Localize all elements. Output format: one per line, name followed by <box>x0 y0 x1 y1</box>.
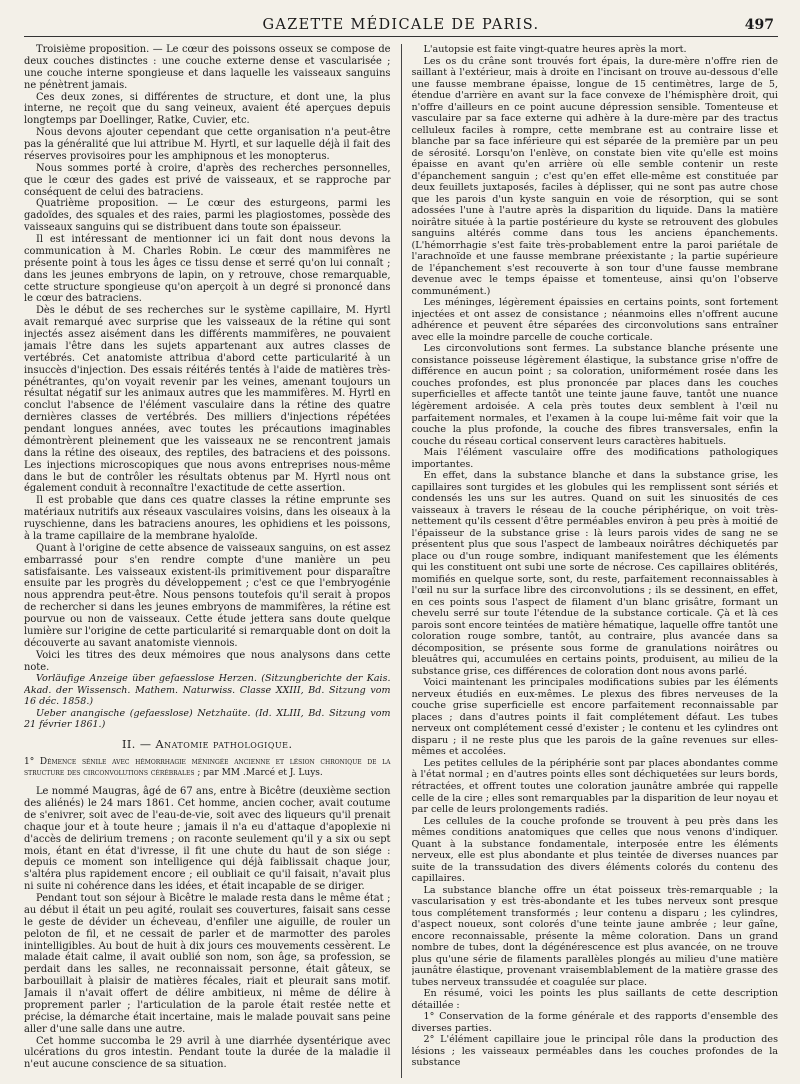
body-paragraph: Quatrième proposition. — Le cœur des esturgeons, parmi les gadoïdes, des squales et des raies, parmi les plagiostomes, possède des vaisseaux sanguins qui se distribuent dans toute son épaisseur. <box>24 198 391 234</box>
body-paragraph: Troisième proposition. — Le cœur des poissons osseux se compose de deux couches distinctes : une couche externe dense et vascularisée ; une couche interne spongieuse et dans laquelle les vaisseaux sanguins ne pénètrent jamais. <box>24 44 391 91</box>
right-column <box>412 44 779 1078</box>
body-paragraph: Les os du crâne sont trouvés fort épais, la dure-mère n'offre rien de saillant à l'extérieur, mais à droite en l'incisant on trouve au-dessous d'elle une fausse membrane épaisse, longue de 15 centimètres, large de 5, étendue d'arrière en avant sur la face convexe de l'hémisphère droit, qui n'offre d'ailleurs en ce point aucune dépression sensible. Tomenteuse et vasculaire par sa face externe qui adhère à la dure-mère par des tractus celluleux faciles à rompre, cette membrane est au contraire lisse et blanche par sa face inférieure qui est séparée de la première par un peu de sérosité. Lorsqu'on l'enlève, on constate bien vite qu'elle est moins épaisse en avant qu'en arrière où elle semble contenir un reste d'épanchement sanguin ; c'est qu'en effet elle-même est constituée par deux feuillets juxtaposés, faciles à déplisser, qui ne sont pas autre chose que les parois d'un kyste sanguin en voie de résorption, qui se sont adossées l'une à l'autre après la disparition du liquide. Dans la matière noirâtre située à la partie postérieure du kyste se retrouvent des globules sanguins altérés comme dans tous les anciens épanchements. (L'hémorrhagie s'est faite très-probablement entre la paroi pariétale de l'arachnoïde et une fausse membrane préexistante ; la partie supérieure de l'épanchement s'est recouverte à son tour d'une fausse membrane devenue avec le temps épaisse et tomenteuse, ainsi qu'on l'observe communément.) <box>411 55 778 297</box>
section-title: II. — Anatomie pathologique. <box>121 737 293 751</box>
body-paragraph: En effet, dans la substance blanche et dans la substance grise, les capillaires sont turgides et les globules qui les remplissent sont sériés et condensés les uns sur les autres. Quand on suit les sinuosités de ces vaisseaux à travers le réseau de la couche périphérique, on voit très-nettement qu'ils cessent d'être perméables environ à peu près à moitié de l'épaisseur de la substance grise : là leurs parois vides de sang ne se présentent plus que sous l'aspect de lambeaux noirâtres déchiquetés par place ou d'un rouge sombre, indiquant manifestement que les éléments qui les constituent ont subi une sorte de nécrose. Ces capillaires oblitérés, momifiés en quelque sorte, sont, du reste, parfaitement reconnaissables à l'œil nu sur la surface libre des circonvolutions ; ils se dessinent, en effet, en ces points sous l'aspect de filament d'un blanc grisâtre, formant un chevelu serré sur toute l'étendue de la substance corticale. Çà et là ces parois sont encore teintées de matière hématique, laquelle offre tantôt une coloration rouge sombre, tantôt, au contraire, plus avancée dans sa décomposition, se présente sous forme de granulations noirâtres ou bleuâtres qui, accumulées en certains points, produisent, au milieu de la substance grise, ces différences de coloration dont nous avons parlé. <box>411 470 778 677</box>
article-authors: par MM .Marcé et J. Luys. <box>200 767 323 778</box>
body-paragraph: Voici maintenant les principales modifications subies par les éléments nerveux étudiés en eux-mêmes. Le plexus des fibres nerveuses de la couche grise superficielle est encore parfaitement reconnaissable par places ; dans d'autres points il fait complétement défaut. Les tubes nerveux ont complétement cessé d'exister ; le contenu et les cylindres ont disparu ; il ne reste plus que les parois de la gaîne revenues sur elles-mêmes et accolées. <box>411 677 778 758</box>
body-paragraph: L'autopsie est faite vingt-quatre heures après la mort. <box>423 44 687 55</box>
body-paragraph: Les cellules de la couche profonde se trouvent à peu près dans les mêmes conditions anatomiques que celles que nous venons d'indiquer. Quant à la substance fondamentale, interposée entre les éléments nerveux, elle est plus abondante et plus teintée de diverses nuances par suite de la transsudation des divers éléments colorés du contenu des capillaires. <box>411 815 778 885</box>
article-heading-text: 1° Démence sénile avec hémorrhagie méningée ancienne et lésion chronique de la structure des circonvolutions cérébrales ; <box>24 756 391 778</box>
body-paragraph: 2° L'élément capillaire joue le principal rôle dans la production des lésions ; les vaisseaux perméables dans les couches profondes de la substance <box>411 1034 778 1069</box>
body-paragraph: 1° Conservation de la forme générale et des rapports d'ensemble des diverses parties. <box>411 1011 778 1034</box>
body-paragraph: Mais l'élément vasculaire offre des modifications pathologiques importantes. <box>411 447 778 470</box>
body-paragraph: Les méninges, légèrement épaissies en certains points, sont fortement injectées et ont assez de consistance ; néanmoins elles n'offrent aucune adhérence et peuvent être séparées des circonvolutions sans entraîner avec elle la moindre parcelle de couche corticale. <box>411 297 778 343</box>
left-column <box>24 44 391 1078</box>
text-columns <box>24 44 778 1078</box>
page-header <box>24 12 778 37</box>
body-paragraph: Les circonvolutions sont fermes. La substance blanche présente une consistance poisseuse légèrement élastique, la substance grise n'offre de différence en aucun point ; sa coloration, uniformément rosée dans les couches profondes, est plus prononcée par places dans les couches superficielles et affecte tantôt une teinte jaune fauve, tantôt une nuance légèrement ardoisée. A cela près toutes deux semblent à l'œil nu parfaitement normales, et l'examen à la coupe lui-même fait voir que la couche la plus profonde, la couche des fibres transversales, enfin la couche du réseau cortical conservent leurs caractères habituels. <box>411 343 778 447</box>
body-paragraph: Il est probable que dans ces quatre classes la rétine emprunte ses matériaux nutritifs aux réseaux vasculaires voisins, dans les oiseaux à la ruyschienne, dans les batraciens anoures, les ophidiens et les poissons, à la trame capillaire de la membrane hyaloïde. <box>24 495 391 542</box>
body-paragraph: En résumé, voici les points les plus saillants de cette description détaillée : <box>411 988 778 1011</box>
body-paragraph: Dès le début de ses recherches sur le système capillaire, M. Hyrtl avait remarqué avec surprise que les vaisseaux de la rétine qui sont injectés assez aisément dans les différents mammifères, ne pouvaient jamais l'être dans les sujets appartenant aux autres classes de vertébrés. Cet anatomiste attribua d'abord cette particularité à un insuccès d'injection. Des essais réitérés tentés à l'aide de matières très-pénétrantes, qu'on voyait revenir par les veines, amenant toujours un résultat négatif sur les animaux autres que les mammifères. M. Hyrtl en conclut l'absence de l'élément vasculaire dans la rétine des quatre dernières classes de vertébrés. Des milliers d'injections répétées pendant longues années, avec toutes les précautions imaginables démontrèrent pleinement que les vaisseaux ne se rencontrent jamais dans la rétine des oiseaux, des reptiles, des batraciens et des poissons. Les injections microscopiques que nous avons entreprises nous-même dans le but de contrôler les résultats obtenus par M. Hyrtl nous ont également conduit à reconnaître l'exactitude de cette assertion. <box>24 305 391 495</box>
body-paragraph: Quant à l'origine de cette absence de vaisseaux sanguins, on est assez embarrassé pour s'en rendre compte d'une manière un peu satisfaisante. Les vaisseaux existent-ils primitivement pour disparaître ensuite par les progrès du développement ; c'est ce que l'embryogénie nous apprendra peut-être. Nous pensons toutefois qu'il serait à propos de rechercher si dans les jeunes embryons de mammifères, la rétine est pourvue ou non de vaisseaux. Cette étude jettera sans doute quelque lumière sur l'origine de cette particularité si remarquable dont on doit la découverte au savant anatomiste viennois. <box>24 542 391 649</box>
body-paragraph: Cet homme succomba le 29 avril à une diarrhée dysentérique avec ulcérations du gros intestin. Pendant toute la durée de la maladie il n'eut aucune conscience de sa situation. <box>24 1035 391 1071</box>
reference-entry: Vorläufige Anzeige über gefaesslose Herzen. (Sitzungberichte der Kais. Akad. der Wissensch. Mathem. Naturwiss. Classe XXIII, Bd. Sitzung vom 16 déc. 1858.) <box>24 673 391 708</box>
body-paragraph: Nous devons ajouter cependant que cette organisation n'a peut-être pas la généralité que lui attribue M. Hyrtl, et sur laquelle déjà il fait des réserves provisoires pour les amphipnous et les monopterus. <box>24 127 391 162</box>
body-paragraph: Voici les titres des deux mémoires que nous analysons dans cette note. <box>24 649 391 673</box>
article-heading <box>24 757 391 780</box>
body-paragraph: Les petites cellules de la périphérie sont par places abondantes comme à l'état normal ; en d'autres points elles sont déchiquetées sur leurs bords, rétractées, et offrent toutes une coloration jaunâtre ambrée qui rappelle celle de la cire ; elles sont remarquables par la disparition de leur noyau et par celle de leurs prolongements radiés. <box>411 757 778 816</box>
body-paragraph: La substance blanche offre un état poisseux très-remarquable ; la vascularisation y est très-abondante et les tubes nerveux sont presque tous complétement transformés ; leur contenu a disparu ; les cylindres, d'aspect noueux, sont colorés d'une teinte jaune ambrée ; leur gaîne, encore reconnaissable, présente la même coloration. Dans un grand nombre de tubes, dont la dégénérescence est plus avancée, on ne trouve plus qu'une série de filaments parallèles plongés au milieu d'une matière jaunâtre élastique, provenant vraisemblablement de la matière grasse des tubes nerveux transsudée et coagulée sur place. <box>411 884 778 988</box>
page-number: 497 <box>744 17 774 33</box>
column-rule <box>401 44 402 1078</box>
body-paragraph: Nous sommes porté à croire, d'après des recherches personnelles, que le cœur des gades est privé de vaisseaux, et se rapproche par conséquent de celui des batraciens. <box>24 162 391 198</box>
journal-title: GAZETTE MÉDICALE DE PARIS. <box>262 17 540 33</box>
body-paragraph: Pendant tout son séjour à Bicêtre le malade resta dans le même état ; au début il était un peu agité, roulait ses couvertures, faisait sans cesse le geste de dévider un écheveau, d'enfiler une aiguille, de rouler un peloton de fil, et ne cessait de parler et de marmotter des paroles inintelligibles. Au bout de huit à dix jours ces mouvements cessèrent. Le malade était calme, il avait oublié son nom, son âge, sa profession, se perdait dans les salles, ne reconnaissait personne, était gâteux, se barbouillait à plaisir de matières fécales, riait et pleurait sans motif. Jamais il n'avait offert de délire ambitieux, ni même de délire à proprement parler ; l'articulation de la parole était restée nette et précise, la démarche était incertaine, mais le malade pouvait sans peine aller d'une salle dans une autre. <box>24 893 391 1035</box>
body-paragraph: Le nommé Maugras, âgé de 67 ans, entre à Bicêtre (deuxième section des aliénés) le 24 mars 1861. Cet homme, ancien cocher, avait coutume de s'enivrer, soit avec de l'eau-de-vie, soit avec des liqueurs qu'il prenait chaque jour et à toute heure ; jamais il n'a eu d'attaque d'apoplexie ni d'accès de delirium tremens ; on raconte seulement qu'il y a six ou sept mois, étant en état d'ivresse, il fit une chute du haut de son siége : depuis ce moment son intelligence qui déjà faiblissait chaque jour, s'altéra plus rapidement encore ; eil oubliait ce qu'il faisait, n'avait plus ni suite ni cohérence dans les idées, et était incapable de se diriger. <box>24 786 391 893</box>
body-paragraph: Ces deux zones, si différentes de structure, et dont une, la plus interne, ne reçoit que du sang veineux, avaient été aperçues depuis longtemps par Doellinger, Ratke, Cuvier, etc. <box>24 91 391 127</box>
reference-entry: Ueber anangische (gefaesslose) Netzhaüte. (Id. XLIII, Bd. Sitzung vom 21 février 1861.) <box>24 707 391 731</box>
body-paragraph: Il est intéressant de mentionner ici un fait dont nous devons la communication à M. Charles Robin. Le cœur des mammifères ne présente point à tous les âges ce tissu dense et serré qu'on lui connaît ; dans les jeunes embryons de lapin, on y retrouve, chose remarquable, cette structure spongieuse qu'on aperçoit à un degré si prononcé dans le cœur des batraciens. <box>24 234 391 305</box>
